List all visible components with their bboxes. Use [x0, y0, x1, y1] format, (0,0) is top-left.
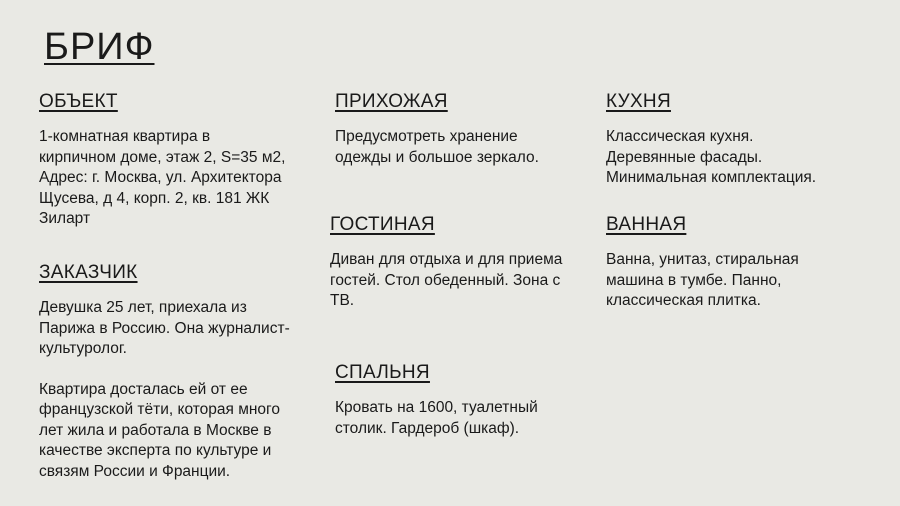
section-bathroom	[606, 214, 866, 312]
section-heading-client: ЗАКАЗЧИК	[39, 262, 138, 283]
section-heading-bathroom: ВАННАЯ	[606, 214, 687, 235]
section-client	[39, 262, 314, 482]
section-heading-kitchen: КУХНЯ	[606, 91, 671, 112]
section-bedroom	[335, 362, 575, 439]
section-text-bathroom: Ванна, унитаз, стиральная машина в тумбе. Панно, классическая плитка.	[606, 251, 799, 309]
section-heading-hall: ПРИХОЖАЯ	[335, 91, 448, 112]
section-heading-living-room: ГОСТИНАЯ	[330, 214, 435, 235]
section-hall	[335, 91, 575, 168]
section-living-room	[330, 214, 580, 312]
section-text-kitchen: Классическая кухня. Деревянные фасады. Минимальная комплектация.	[606, 128, 817, 186]
section-text-living-room: Диван для отдыха и для приема гостей. Стол обеденный. Зона с ТВ.	[330, 251, 563, 309]
section-text-bedroom: Кровать на 1600, туалетный столик. Гардероб (шкаф).	[335, 399, 538, 437]
section-text-object: 1-комнатная квартира в кирпичном доме, этаж 2, S=35 м2, Адрес: г. Москва, ул. Архитектора Щусева, д 4, корп. 2, кв. 181 ЖК Зиларт	[39, 128, 286, 227]
section-kitchen	[606, 91, 866, 189]
section-heading-object: ОБЪЕКТ	[39, 91, 118, 112]
section-text-client-2: Квартира досталась ей от ее французской тёти, которая много лет жила и работала в Москве в качестве эксперта по культуре и связям России и Франции.	[39, 380, 280, 480]
section-text-client-1: Девушка 25 лет, приехала из Парижа в Россию. Она журналист- культуролог.	[39, 299, 290, 357]
section-heading-bedroom: СПАЛЬНЯ	[335, 362, 430, 383]
section-text-hall: Предусмотреть хранение одежды и большое зеркало.	[335, 128, 539, 166]
section-object	[39, 91, 314, 230]
page-title: БРИФ	[44, 26, 155, 68]
